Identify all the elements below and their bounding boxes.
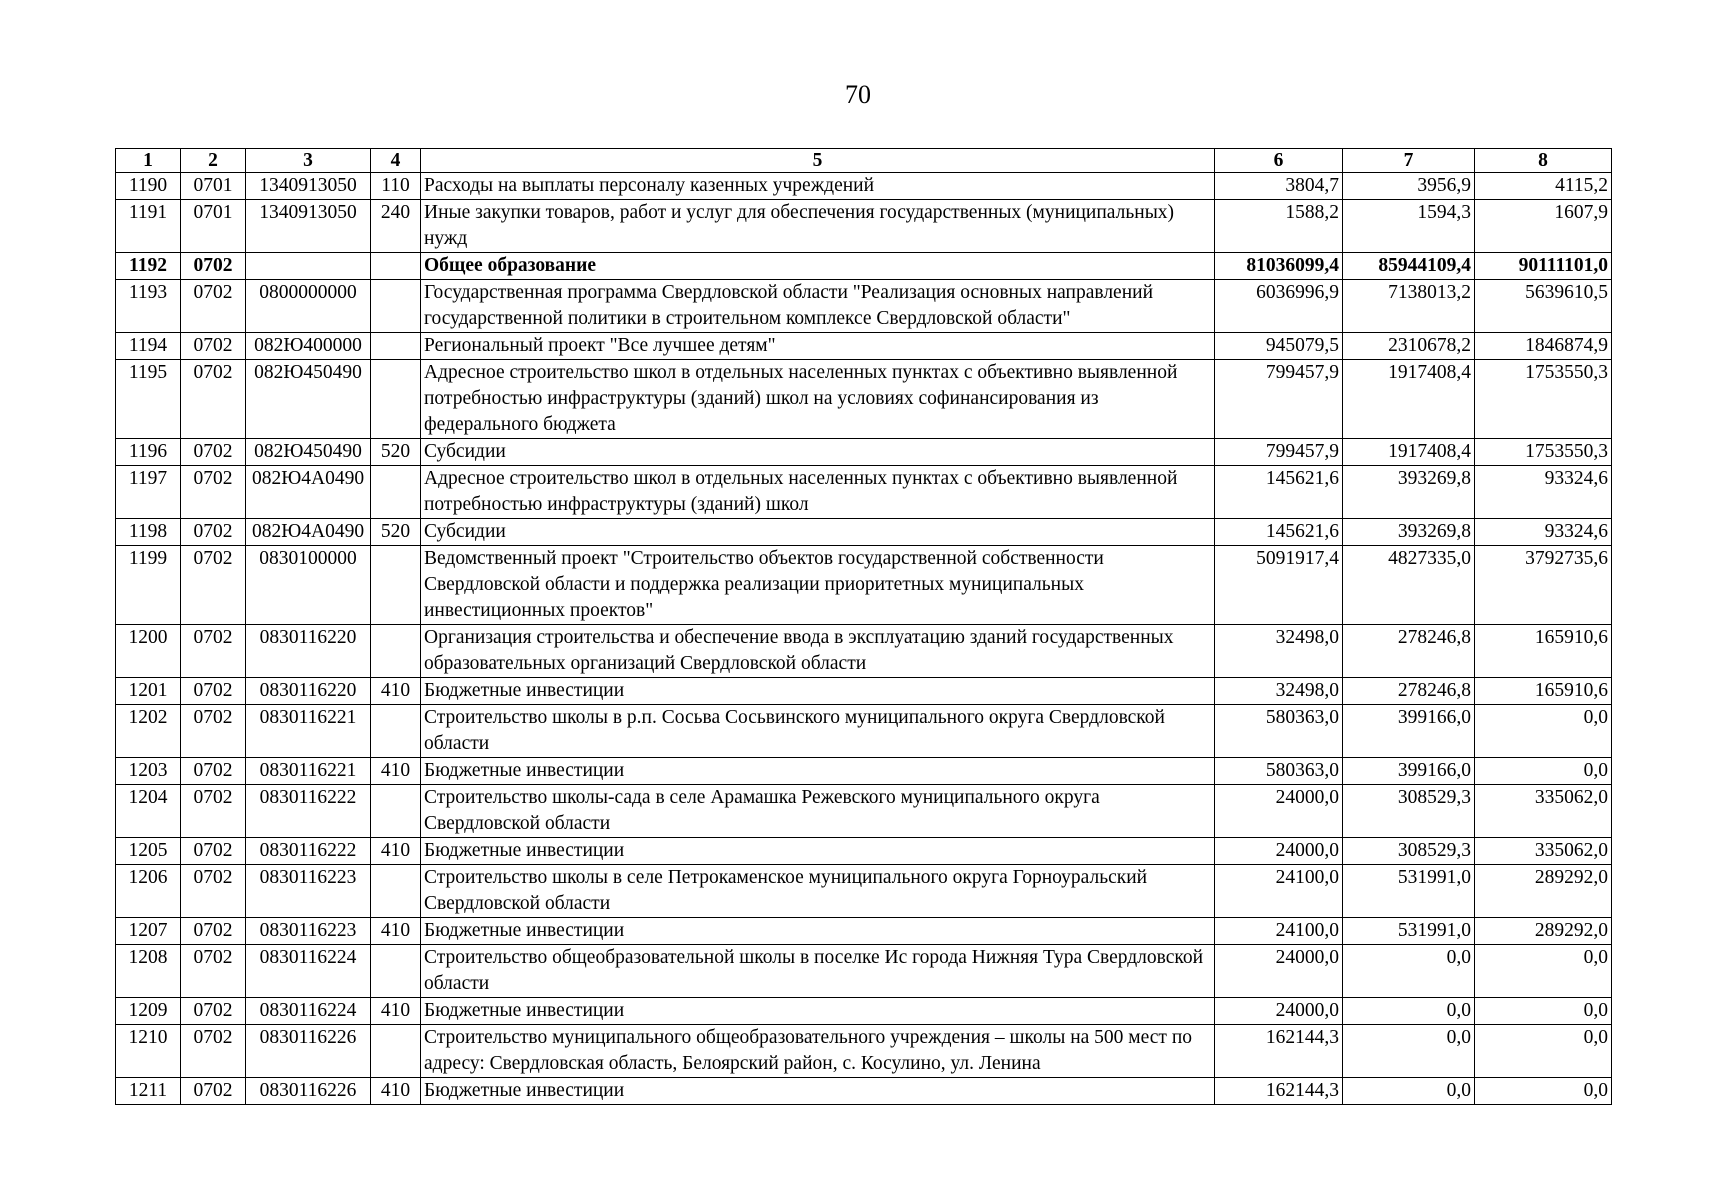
table-row	[116, 625, 1612, 678]
row-description: Расходы на выплаты персоналу казенных учреждений	[421, 173, 1215, 200]
row-description: Бюджетные инвестиции	[421, 838, 1215, 865]
section-code: 0702	[181, 625, 246, 678]
amount-col-7: 531991,0	[1343, 918, 1475, 945]
amount-col-8: 5639610,5	[1475, 280, 1612, 333]
amount-col-6: 6036996,9	[1215, 280, 1343, 333]
row-number: 1206	[116, 865, 181, 918]
row-number: 1198	[116, 519, 181, 546]
row-number: 1197	[116, 466, 181, 519]
amount-col-7: 308529,3	[1343, 785, 1475, 838]
table-row	[116, 173, 1612, 200]
row-number: 1211	[116, 1078, 181, 1105]
column-header: 3	[246, 149, 371, 173]
expense-type-code	[371, 546, 421, 625]
target-article-code: 0830116224	[246, 945, 371, 998]
section-code: 0702	[181, 1078, 246, 1105]
column-header: 7	[1343, 149, 1475, 173]
target-article-code: 082Ю4А0490	[246, 466, 371, 519]
table-row	[116, 519, 1612, 546]
row-description: Строительство общеобразовательной школы в поселке Ис города Нижняя Тура Свердловской области	[421, 945, 1215, 998]
table-row	[116, 838, 1612, 865]
amount-col-8: 1753550,3	[1475, 439, 1612, 466]
row-description: Бюджетные инвестиции	[421, 998, 1215, 1025]
section-code: 0702	[181, 918, 246, 945]
target-article-code: 1340913050	[246, 200, 371, 253]
page-number: 70	[845, 80, 871, 109]
row-description: Строительство школы в р.п. Сосьва Сосьвинского муниципального округа Свердловской области	[421, 705, 1215, 758]
amount-col-7: 2310678,2	[1343, 333, 1475, 360]
amount-col-7: 278246,8	[1343, 625, 1475, 678]
expense-type-code	[371, 625, 421, 678]
amount-col-6: 24100,0	[1215, 918, 1343, 945]
section-code: 0702	[181, 785, 246, 838]
amount-col-6: 24000,0	[1215, 998, 1343, 1025]
row-description: Строительство школы в селе Петрокаменское муниципального округа Горноуральский Свердловской области	[421, 865, 1215, 918]
row-number: 1196	[116, 439, 181, 466]
row-number: 1200	[116, 625, 181, 678]
amount-col-6: 799457,9	[1215, 439, 1343, 466]
table-row	[116, 865, 1612, 918]
expense-type-code	[371, 785, 421, 838]
table-row	[116, 758, 1612, 785]
column-header: 1	[116, 149, 181, 173]
amount-col-8: 93324,6	[1475, 519, 1612, 546]
amount-col-7: 4827335,0	[1343, 546, 1475, 625]
table-header-row	[116, 149, 1612, 173]
expense-type-code	[371, 1025, 421, 1078]
row-description: Ведомственный проект "Строительство объектов государственной собственности Свердловской области и поддержка реализации приоритетных муниципальных инвестиционных проектов"	[421, 546, 1215, 625]
table-body	[116, 173, 1612, 1105]
expense-type-code: 110	[371, 173, 421, 200]
amount-col-6: 24000,0	[1215, 785, 1343, 838]
row-number: 1194	[116, 333, 181, 360]
amount-col-7: 85944109,4	[1343, 253, 1475, 280]
table-row	[116, 1078, 1612, 1105]
row-description: Иные закупки товаров, работ и услуг для обеспечения государственных (муниципальных) нужд	[421, 200, 1215, 253]
table-row	[116, 705, 1612, 758]
table-row	[116, 785, 1612, 838]
amount-col-8: 3792735,6	[1475, 546, 1612, 625]
amount-col-8: 1753550,3	[1475, 360, 1612, 439]
expense-type-code	[371, 280, 421, 333]
row-description: Строительство школы-сада в селе Арамашка Режевского муниципального округа Свердловской области	[421, 785, 1215, 838]
row-description: Бюджетные инвестиции	[421, 758, 1215, 785]
amount-col-7: 0,0	[1343, 1078, 1475, 1105]
amount-col-8: 90111101,0	[1475, 253, 1612, 280]
amount-col-6: 24000,0	[1215, 838, 1343, 865]
section-code: 0702	[181, 333, 246, 360]
amount-col-8: 0,0	[1475, 1078, 1612, 1105]
target-article-code: 0830116224	[246, 998, 371, 1025]
row-number: 1205	[116, 838, 181, 865]
amount-col-8: 165910,6	[1475, 678, 1612, 705]
amount-col-8: 0,0	[1475, 705, 1612, 758]
table-row	[116, 360, 1612, 439]
row-description: Субсидии	[421, 439, 1215, 466]
amount-col-8: 1846874,9	[1475, 333, 1612, 360]
target-article-code: 0830116223	[246, 865, 371, 918]
row-description: Организация строительства и обеспечение ввода в эксплуатацию зданий государственных образовательных организаций Свердловской области	[421, 625, 1215, 678]
amount-col-8: 1607,9	[1475, 200, 1612, 253]
amount-col-6: 799457,9	[1215, 360, 1343, 439]
row-description: Субсидии	[421, 519, 1215, 546]
amount-col-6: 81036099,4	[1215, 253, 1343, 280]
expense-type-code: 410	[371, 1078, 421, 1105]
section-code: 0702	[181, 678, 246, 705]
amount-col-7: 7138013,2	[1343, 280, 1475, 333]
expense-type-code	[371, 945, 421, 998]
section-code: 0702	[181, 705, 246, 758]
target-article-code: 082Ю4А0490	[246, 519, 371, 546]
amount-col-6: 162144,3	[1215, 1078, 1343, 1105]
target-article-code: 0830116226	[246, 1078, 371, 1105]
row-description: Общее образование	[421, 253, 1215, 280]
budget-table	[115, 148, 1612, 1105]
row-description: Строительство муниципального общеобразовательного учреждения – школы на 500 мест по адресу: Свердловская область, Белоярский район, с. Косулино, ул. Ленина	[421, 1025, 1215, 1078]
expense-type-code: 240	[371, 200, 421, 253]
amount-col-8: 0,0	[1475, 945, 1612, 998]
row-description: Региональный проект "Все лучшее детям"	[421, 333, 1215, 360]
expense-type-code	[371, 466, 421, 519]
row-description: Адресное строительство школ в отдельных населенных пунктах с объективно выявленной потребностью инфраструктуры (зданий) школ	[421, 466, 1215, 519]
section-code: 0702	[181, 945, 246, 998]
section-code: 0702	[181, 360, 246, 439]
section-code: 0702	[181, 1025, 246, 1078]
target-article-code: 0830116222	[246, 838, 371, 865]
table-row	[116, 1025, 1612, 1078]
row-number: 1208	[116, 945, 181, 998]
target-article-code: 0830116223	[246, 918, 371, 945]
column-header: 5	[421, 149, 1215, 173]
amount-col-8: 0,0	[1475, 998, 1612, 1025]
amount-col-7: 3956,9	[1343, 173, 1475, 200]
amount-col-8: 165910,6	[1475, 625, 1612, 678]
amount-col-8: 4115,2	[1475, 173, 1612, 200]
target-article-code: 0830116222	[246, 785, 371, 838]
amount-col-8: 93324,6	[1475, 466, 1612, 519]
table-row	[116, 998, 1612, 1025]
amount-col-6: 5091917,4	[1215, 546, 1343, 625]
row-number: 1207	[116, 918, 181, 945]
amount-col-6: 24000,0	[1215, 945, 1343, 998]
amount-col-7: 0,0	[1343, 945, 1475, 998]
amount-col-8: 0,0	[1475, 1025, 1612, 1078]
amount-col-7: 393269,8	[1343, 519, 1475, 546]
row-description: Бюджетные инвестиции	[421, 1078, 1215, 1105]
expense-type-code: 520	[371, 439, 421, 466]
amount-col-6: 32498,0	[1215, 678, 1343, 705]
target-article-code: 0830116221	[246, 705, 371, 758]
row-number: 1192	[116, 253, 181, 280]
table-row	[116, 546, 1612, 625]
target-article-code: 0830100000	[246, 546, 371, 625]
target-article-code: 082Ю450490	[246, 439, 371, 466]
column-header: 6	[1215, 149, 1343, 173]
table-row	[116, 918, 1612, 945]
amount-col-6: 162144,3	[1215, 1025, 1343, 1078]
section-code: 0701	[181, 173, 246, 200]
column-header: 2	[181, 149, 246, 173]
amount-col-7: 308529,3	[1343, 838, 1475, 865]
table-row	[116, 945, 1612, 998]
section-code: 0702	[181, 865, 246, 918]
section-code: 0702	[181, 838, 246, 865]
row-number: 1209	[116, 998, 181, 1025]
target-article-code: 0800000000	[246, 280, 371, 333]
expense-type-code	[371, 253, 421, 280]
target-article-code	[246, 253, 371, 280]
amount-col-6: 1588,2	[1215, 200, 1343, 253]
amount-col-6: 32498,0	[1215, 625, 1343, 678]
amount-col-6: 145621,6	[1215, 466, 1343, 519]
amount-col-8: 289292,0	[1475, 918, 1612, 945]
amount-col-8: 335062,0	[1475, 785, 1612, 838]
expense-type-code: 410	[371, 918, 421, 945]
target-article-code: 1340913050	[246, 173, 371, 200]
section-code: 0702	[181, 519, 246, 546]
table-row	[116, 466, 1612, 519]
column-header: 8	[1475, 149, 1612, 173]
target-article-code: 082Ю450490	[246, 360, 371, 439]
amount-col-7: 0,0	[1343, 1025, 1475, 1078]
row-number: 1201	[116, 678, 181, 705]
section-code: 0702	[181, 466, 246, 519]
expense-type-code: 410	[371, 998, 421, 1025]
section-code: 0702	[181, 546, 246, 625]
expense-type-code	[371, 705, 421, 758]
row-number: 1190	[116, 173, 181, 200]
section-code: 0702	[181, 998, 246, 1025]
row-number: 1202	[116, 705, 181, 758]
target-article-code: 0830116226	[246, 1025, 371, 1078]
amount-col-7: 0,0	[1343, 998, 1475, 1025]
amount-col-6: 3804,7	[1215, 173, 1343, 200]
row-number: 1191	[116, 200, 181, 253]
amount-col-7: 1917408,4	[1343, 439, 1475, 466]
amount-col-7: 1917408,4	[1343, 360, 1475, 439]
target-article-code: 0830116220	[246, 678, 371, 705]
amount-col-7: 399166,0	[1343, 758, 1475, 785]
section-code: 0702	[181, 758, 246, 785]
section-code: 0702	[181, 439, 246, 466]
table-row	[116, 439, 1612, 466]
amount-col-8: 0,0	[1475, 758, 1612, 785]
amount-col-8: 289292,0	[1475, 865, 1612, 918]
table-row	[116, 200, 1612, 253]
row-number: 1204	[116, 785, 181, 838]
section-code: 0702	[181, 253, 246, 280]
expense-type-code	[371, 360, 421, 439]
table-row	[116, 678, 1612, 705]
expense-type-code: 410	[371, 838, 421, 865]
amount-col-6: 580363,0	[1215, 705, 1343, 758]
expense-type-code	[371, 865, 421, 918]
row-number: 1193	[116, 280, 181, 333]
expense-type-code: 410	[371, 758, 421, 785]
amount-col-7: 531991,0	[1343, 865, 1475, 918]
section-code: 0702	[181, 280, 246, 333]
target-article-code: 0830116220	[246, 625, 371, 678]
amount-col-8: 335062,0	[1475, 838, 1612, 865]
row-number: 1199	[116, 546, 181, 625]
amount-col-7: 393269,8	[1343, 466, 1475, 519]
amount-col-7: 399166,0	[1343, 705, 1475, 758]
table-row	[116, 253, 1612, 280]
expense-type-code: 520	[371, 519, 421, 546]
section-code: 0701	[181, 200, 246, 253]
row-description: Бюджетные инвестиции	[421, 918, 1215, 945]
column-header: 4	[371, 149, 421, 173]
row-number: 1210	[116, 1025, 181, 1078]
row-number: 1195	[116, 360, 181, 439]
amount-col-6: 945079,5	[1215, 333, 1343, 360]
expense-type-code	[371, 333, 421, 360]
expense-type-code: 410	[371, 678, 421, 705]
amount-col-7: 1594,3	[1343, 200, 1475, 253]
target-article-code: 082Ю400000	[246, 333, 371, 360]
row-description: Бюджетные инвестиции	[421, 678, 1215, 705]
row-description: Государственная программа Свердловской области "Реализация основных направлений государственной политики в строительном комплексе Свердловской области"	[421, 280, 1215, 333]
amount-col-6: 580363,0	[1215, 758, 1343, 785]
target-article-code: 0830116221	[246, 758, 371, 785]
amount-col-7: 278246,8	[1343, 678, 1475, 705]
row-description: Адресное строительство школ в отдельных населенных пунктах с объективно выявленной потребностью инфраструктуры (зданий) школ на условиях софинансирования из федерального бюджета	[421, 360, 1215, 439]
table-row	[116, 280, 1612, 333]
amount-col-6: 24100,0	[1215, 865, 1343, 918]
amount-col-6: 145621,6	[1215, 519, 1343, 546]
row-number: 1203	[116, 758, 181, 785]
table-row	[116, 333, 1612, 360]
